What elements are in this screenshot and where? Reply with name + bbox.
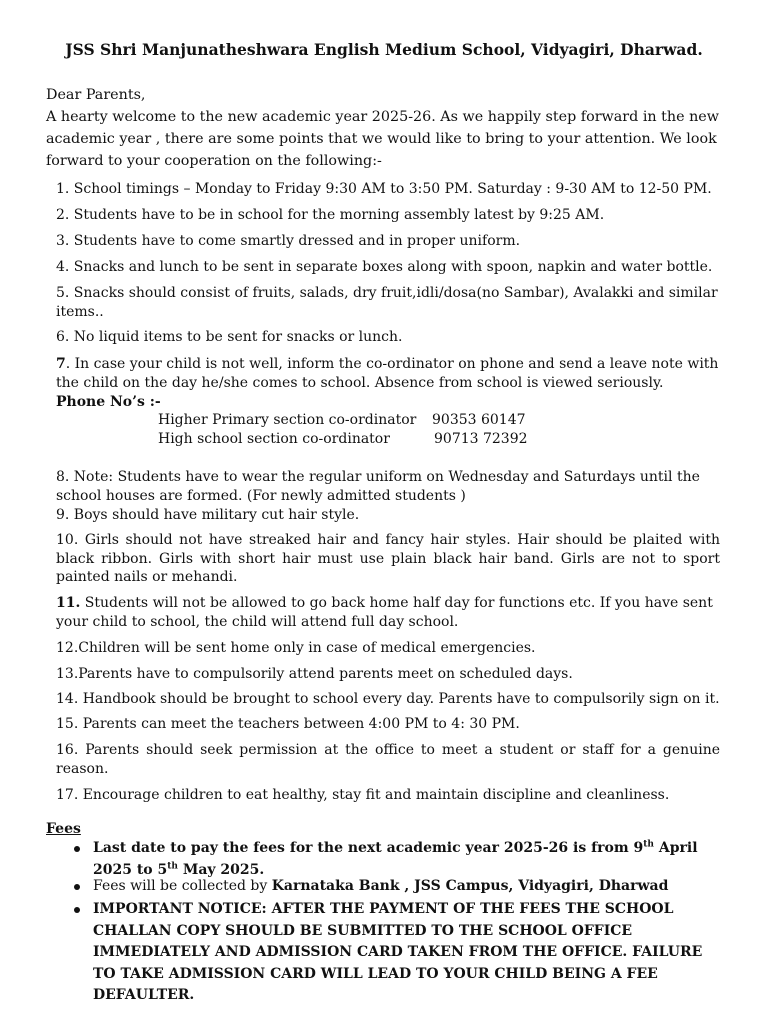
fees-bullet-1-sup1: th: [643, 839, 654, 850]
important-notice: IMPORTANT NOTICE: AFTER THE PAYMENT OF THE FEES THE SCHOOL CHALLAN COPY SHOULD BE SUBMITTED TO THE SCHOOL OFFICE IMMEDIATELY AND ADMISSION CARD TAKEN FROM THE OFFICE. FAILURE TO TAKE ADMISSION CARD WILL LEAD TO YOUR CHILD BEING A FEE DEFAULTER.: [93, 901, 703, 1003]
school-name: JSS Shri Manjunatheshwara English Medium School, Vidyagiri, Dharwad: [65, 40, 698, 59]
fees-heading: Fees: [46, 821, 81, 837]
bullet-dot-icon: [74, 907, 80, 913]
point-17: 17. Encourage children to eat healthy, stay fit and maintain discipline and cleanliness.: [56, 787, 670, 803]
fees-bullet-1-part2: April 2025 to 5: [93, 840, 698, 878]
point-12: 12.Children will be sent home only in case of medical emergencies.: [56, 640, 536, 656]
point-4: 4. Snacks and lunch to be sent in separate boxes along with spoon, napkin and water bottle.: [56, 259, 713, 275]
coordinator-1-label: Higher Primary section co-ordinator: [158, 412, 417, 428]
fees-bullet-3: [93, 899, 723, 1007]
point-15: 15. Parents can meet the teachers between 4:00 PM to 4: 30 PM.: [56, 716, 520, 732]
bullet-dot-icon: [74, 884, 80, 890]
fees-bullet-1-part1: Last date to pay the fees for the next academic year 2025-26 is from 9: [93, 840, 644, 856]
intro-paragraph: A hearty welcome to the new academic year 2025-26. As we happily step forward in the new academic year , there are some points that we would like to bring to your attention. We look forward to your cooperation on the following:-: [46, 109, 720, 169]
fees-bullet-1: [93, 838, 723, 881]
point-5: 5. Snacks should consist of fruits, salads, dry fruit,idli/dosa(no Sambar), Avalakki and similar items..: [56, 285, 718, 320]
point-11: [56, 594, 720, 631]
bullet-dot-icon: [74, 846, 80, 852]
point-9: 9. Boys should have military cut hair style.: [56, 507, 360, 523]
point-10: 10. Girls should not have streaked hair and fancy hair styles. Hair should be plaited with black ribbon. Girls with short hair must use plain black hair band. Girls are not to sport painted nails or mehandi.: [56, 532, 720, 585]
point-1: 1. School timings – Monday to Friday 9:30 AM to 3:50 PM. Saturday : 9-30 AM to 12-50 PM.: [56, 181, 712, 197]
title-period: .: [697, 40, 703, 59]
coordinator-row-2: [158, 430, 528, 448]
fees-bullet-1-part3: May 2025.: [177, 861, 265, 878]
fees-bullet-1-sup2: th: [167, 860, 178, 871]
point-2: 2. Students have to be in school for the morning assembly latest by 9:25 AM.: [56, 207, 605, 223]
coordinator-row-1: [158, 411, 526, 429]
greeting: Dear Parents,: [46, 87, 146, 103]
fees-bullet-2-text: Fees will be collected by: [93, 878, 272, 894]
coordinator-1-phone: 90353 60147: [432, 412, 526, 428]
coordinator-2-label: High school section co-ordinator: [158, 431, 390, 447]
coordinator-2-phone: 90713 72392: [434, 431, 528, 447]
point-3: 3. Students have to come smartly dressed and in proper uniform.: [56, 233, 521, 249]
point-8: 8. Note: Students have to wear the regular uniform on Wednesday and Saturdays until the school houses are formed. (For newly admitted students ): [56, 469, 700, 504]
point-7: [56, 355, 720, 392]
fees-bullet-2: [93, 876, 723, 898]
point-13: 13.Parents have to compulsorily attend parents meet on scheduled days.: [56, 666, 573, 682]
point-16: 16. Parents should seek permission at the office to meet a student or staff for a genuine reason.: [56, 742, 720, 777]
intro-section: [46, 84, 726, 172]
point-6: 6. No liquid items to be sent for snacks or lunch.: [56, 329, 403, 345]
point-7-text: . In case your child is not well, inform the co-ordinator on phone and send a leave note with the child on the day he/she comes to school. Absence from school is viewed seriously.: [56, 356, 719, 391]
point-11-text: Students will not be allowed to go back home half day for functions etc. If you have sent your child to school, the child will attend full day school.: [56, 595, 713, 630]
page-title: [0, 40, 768, 59]
fees-bank-name: Karnataka Bank , JSS Campus, Vidyagiri, Dharwad: [271, 878, 669, 894]
point-14: 14. Handbook should be brought to school every day. Parents have to compulsorily sign on it.: [56, 691, 720, 707]
point-11-number: 11.: [56, 595, 81, 611]
point-7-number: 7: [56, 356, 66, 372]
phone-heading: Phone No’s :-: [56, 394, 161, 410]
